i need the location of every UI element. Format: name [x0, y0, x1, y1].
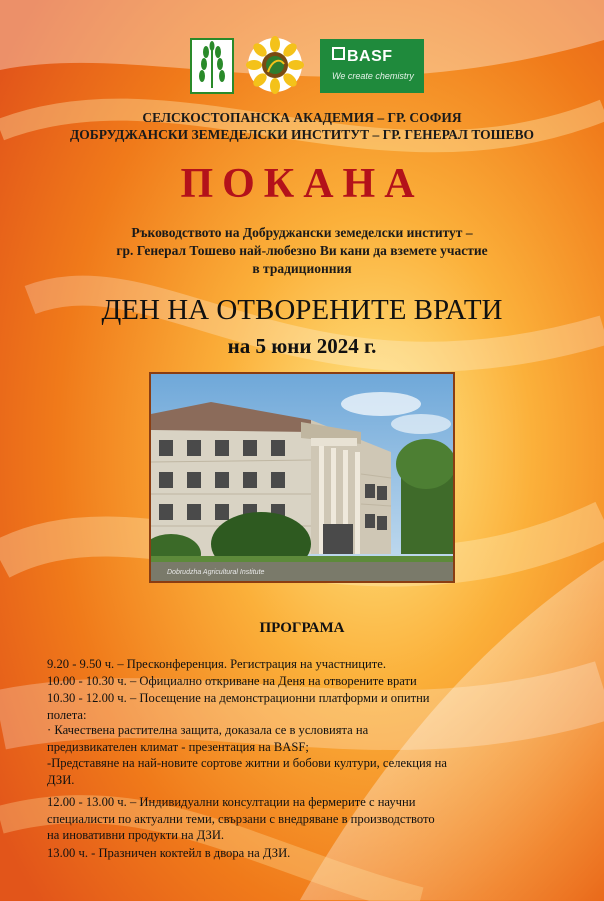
basf-logo — [320, 39, 424, 93]
building-image — [151, 374, 453, 581]
program-line: ДЗИ. — [47, 772, 75, 787]
logos-row — [0, 36, 604, 96]
program-item — [47, 722, 557, 755]
event-date: на 5 юни 2024 г. — [227, 334, 377, 358]
photo-caption: Dobrudzha Agricultural Institute — [167, 569, 265, 576]
institute-heading: ДОБРУДЖАНСКИ ЗЕМЕДЕЛСКИ ИНСТИТУТ – ГР. ГЕНЕРАЛ ТОШЕВО — [70, 127, 534, 142]
basf-wordmark: BASF — [332, 47, 393, 66]
program-line: 13.00 ч. - Празничен коктейл в двора на ДЗИ. — [47, 846, 291, 860]
program-item — [47, 656, 557, 673]
program-item — [47, 845, 557, 862]
program-item — [47, 755, 557, 788]
intro-line-1: Ръководството на Добруджански земеделски институт – — [131, 225, 473, 240]
basf-tagline: We create chemistry — [332, 71, 414, 81]
program-line: на иновативни продукти на ДЗИ. — [47, 828, 225, 842]
program-line: -Представяне на най-новите сортове житни и бобови култури, селекция на — [47, 756, 447, 770]
program-line: 10.30 - 12.00 ч. – Посещение на демонстрационни платформи и опитни — [47, 691, 430, 705]
program-line: 9.20 - 9.50 ч. – Пресконференция. Регистрация на участниците. — [47, 657, 387, 671]
sunflower-logo-icon — [246, 36, 304, 94]
event-name: ДЕН НА ОТВОРЕНИТЕ ВРАТИ — [101, 294, 503, 326]
wheat-logo-icon — [190, 38, 234, 94]
program-line: 12.00 - 13.00 ч. – Индивидуални консултации на фермерите с научни — [47, 795, 416, 809]
intro-line-3: в традиционния — [252, 261, 352, 276]
program-line: предизвикателен климат - презентация на BASF; — [47, 739, 309, 754]
invitation-title: ПОКАНА — [180, 161, 424, 207]
program-line: 10.00 - 10.30 ч. – Официално откриване на Деня на отворените врати — [47, 674, 417, 688]
program-item — [47, 673, 557, 690]
program-item — [47, 794, 557, 844]
intro-line-2: гр. Генерал Тошево най-любезно Ви кани да вземете участие — [116, 243, 488, 258]
program-line: · Качествена растителна защита, доказала се в условията на — [47, 723, 369, 737]
program-line: полета: — [47, 707, 87, 722]
program-line: специалисти по актуални теми, свързани с внедряване в производството — [47, 811, 435, 826]
program-heading: ПРОГРАМА — [259, 620, 345, 636]
basf-square-icon — [332, 47, 345, 60]
institute-building-photo — [149, 372, 455, 583]
academy-heading: СЕЛСКОСТОПАНСКА АКАДЕМИЯ – ГР. СОФИЯ — [142, 110, 462, 125]
program-item — [47, 690, 557, 723]
